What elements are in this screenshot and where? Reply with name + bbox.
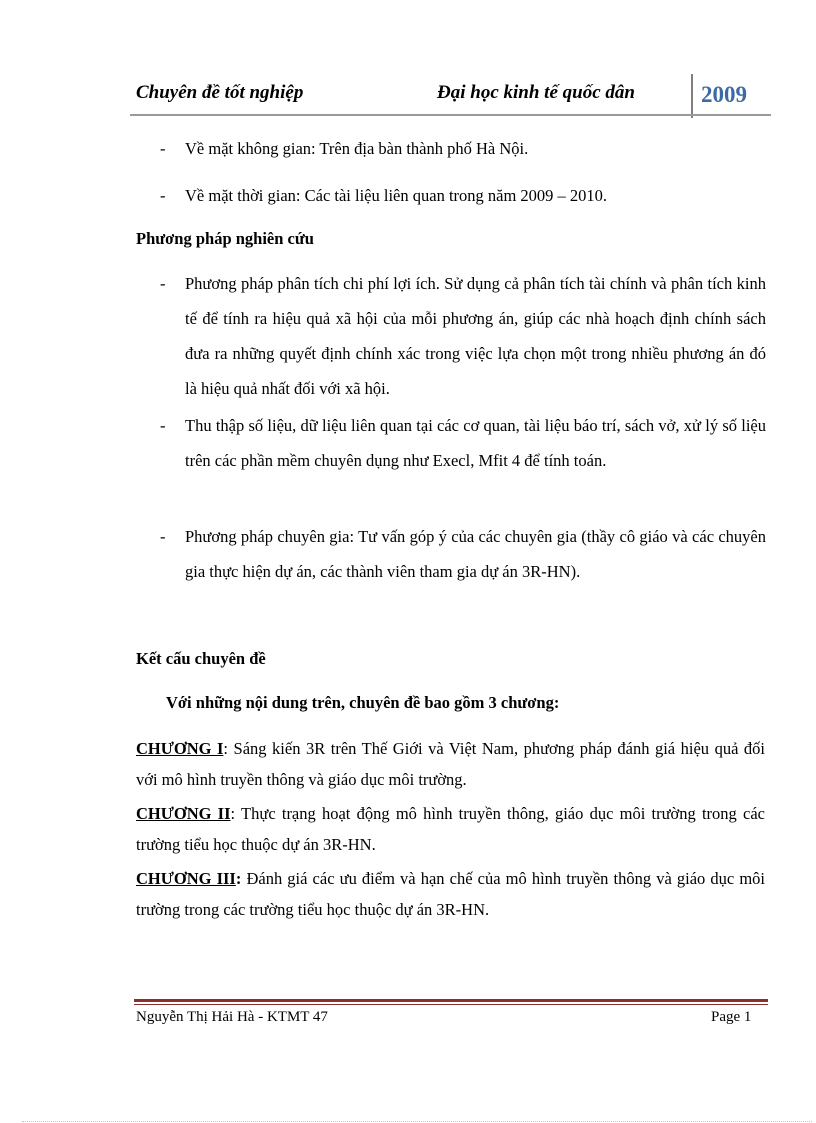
structure-heading: Kết cấu chuyên đề: [136, 649, 266, 668]
chapter-sep: :: [230, 804, 236, 823]
chapter-3: [136, 863, 765, 925]
bullet-text: Về mặt thời gian: Các tài liệu liên quan trong năm 2009 – 2010.: [185, 186, 608, 205]
scope-item-space: [136, 131, 766, 166]
bullet-dash: -: [160, 527, 166, 546]
bullet-text: Phương pháp phân tích chi phí lợi ích. Sử dụng cả phân tích tài chính và phân tích kinh tế để tính ra hiệu quả xã hội của mỗi phương án, giúp các nhà hoạch định chính sách đưa ra những quyết định chính xác trong việc lựa chọn một trong nhiều phương án đó là hiệu quả nhất đối với xã hội.: [185, 274, 766, 398]
chapter-text: Đánh giá các ưu điểm và hạn chế của mô hình truyền thông và giáo dục môi trường trong các trường tiểu học thuộc dự án 3R-HN.: [136, 869, 766, 919]
header-divider: [691, 74, 693, 118]
footer-rule-thick: [134, 999, 768, 1002]
chapter-title: CHƯƠNG III: [136, 869, 236, 888]
bullet-dash: -: [160, 139, 166, 158]
footer-page-number: Page 1: [711, 1009, 752, 1025]
chapter-title: CHƯƠNG I: [136, 739, 224, 758]
footer-rule-thin: [134, 1004, 768, 1005]
bullet-dash: -: [160, 186, 166, 205]
bullet-text: Về mặt không gian: Trên địa bàn thành phố Hà Nội.: [185, 139, 529, 158]
bullet-dash: -: [160, 274, 166, 293]
method-item-expert: [136, 519, 766, 589]
header-rule: [130, 114, 771, 116]
chapter-sep: :: [223, 739, 229, 758]
methods-heading: Phương pháp nghiên cứu: [136, 229, 314, 248]
chapter-title: CHƯƠNG II: [136, 804, 231, 823]
chapter-1: [136, 733, 765, 795]
header-title: Chuyên đề tốt nghiệp: [136, 82, 304, 103]
page-bottom-border: [22, 1121, 812, 1122]
chapter-sep: :: [235, 869, 242, 888]
method-item-cost-benefit: [136, 266, 766, 406]
bullet-text: Phương pháp chuyên gia: Tư vấn góp ý của các chuyên gia (thầy cô giáo và các chuyên gia thực hiện dự án, các thành viên tham gia dự án 3R-HN).: [185, 527, 766, 581]
structure-intro: Với những nội dung trên, chuyên đề bao gồm 3 chương:: [166, 693, 560, 712]
bullet-text: Thu thập số liệu, dữ liệu liên quan tại các cơ quan, tài liệu báo trí, sách vở, xử lý số liệu trên các phần mềm chuyên dụng như Execl, Mfit 4 để tính toán.: [185, 416, 766, 470]
chapter-text: Thực trạng hoạt động mô hình truyền thông, giáo dục môi trường trong các trường tiểu học thuộc dự án 3R-HN.: [136, 804, 765, 854]
scope-item-time: [136, 178, 766, 213]
bullet-dash: -: [160, 416, 166, 435]
footer-author: Nguyễn Thị Hải Hà - KTMT 47: [136, 1009, 328, 1025]
header-university: Đại học kinh tế quốc dân: [437, 82, 635, 103]
chapter-2: [136, 798, 765, 860]
chapter-text: Sáng kiến 3R trên Thế Giới và Việt Nam, phương pháp đánh giá hiệu quả đối với mô hình truyền thông và giáo dục môi trường.: [136, 739, 765, 789]
method-item-data-collection: [136, 408, 766, 478]
header-year: 2009: [701, 82, 747, 107]
